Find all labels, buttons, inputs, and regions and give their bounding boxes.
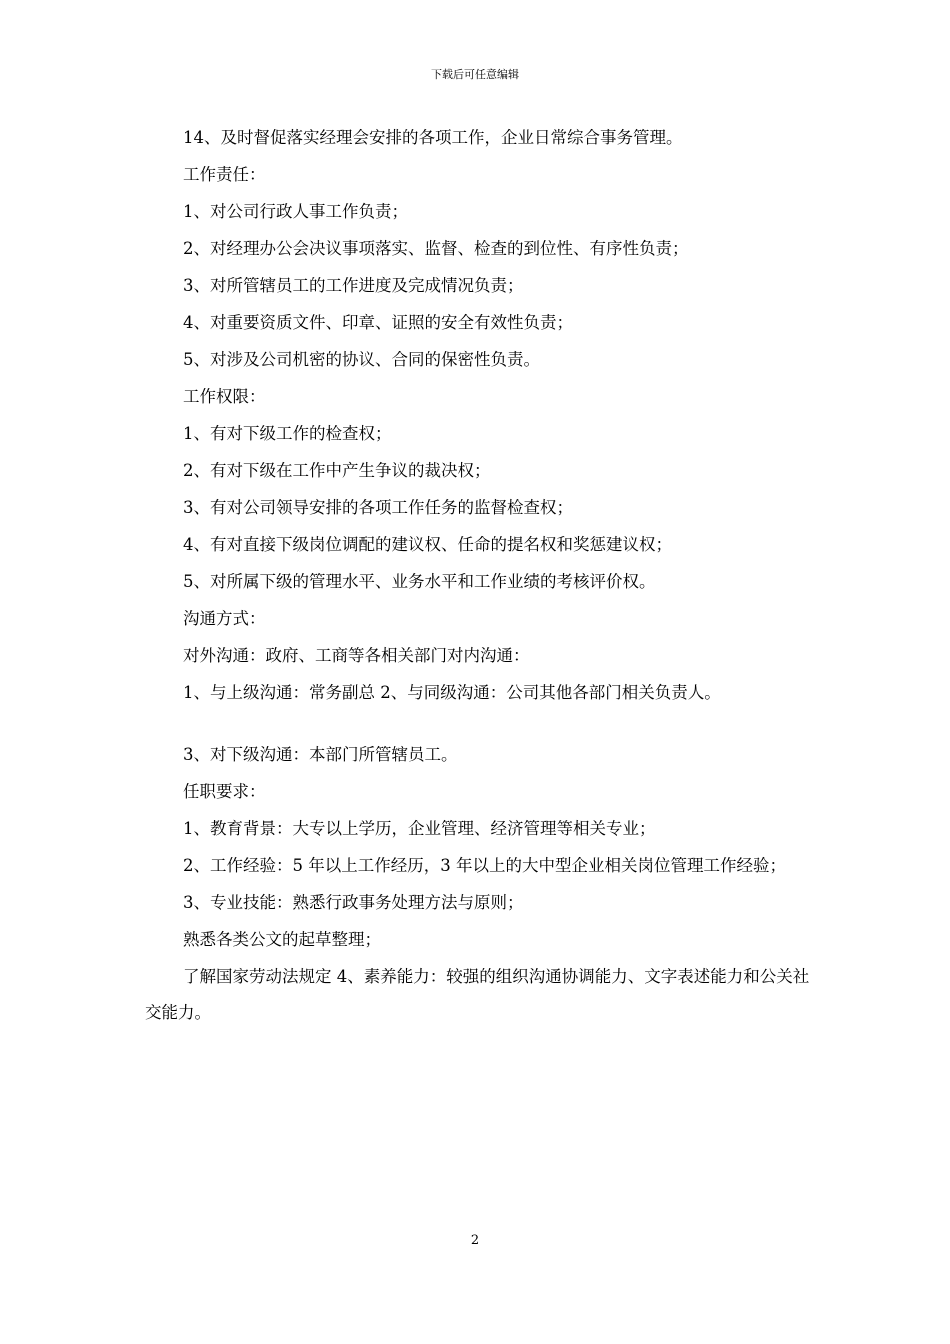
paragraph-line: 2、有对下级在工作中产生争议的裁决权； — [183, 461, 491, 480]
section-heading-requirements: 任职要求： — [183, 782, 266, 801]
page-number: 2 — [470, 1233, 480, 1248]
paragraph-line: 3、对下级沟通：本部门所管辖员工。 — [183, 745, 458, 764]
paragraph-line: 3、有对公司领导安排的各项工作任务的监督检查权； — [183, 498, 573, 517]
section-heading-authority: 工作权限： — [183, 387, 266, 406]
paragraph-line: 熟悉各类公文的起草整理； — [183, 930, 381, 949]
paragraph-line: 5、对涉及公司机密的协议、合同的保密性负责。 — [183, 350, 540, 369]
paragraph-line: 5、对所属下级的管理水平、业务水平和工作业绩的考核评价权。 — [183, 572, 656, 591]
document-body — [145, 126, 810, 1038]
paragraph-line: 4、有对直接下级岗位调配的建议权、任命的提名权和奖惩建议权； — [183, 535, 672, 554]
section-heading-responsibilities: 工作责任： — [183, 165, 266, 184]
paragraph-line: 对外沟通：政府、工商等各相关部门对内沟通： — [183, 646, 530, 665]
paragraph-line: 1、有对下级工作的检查权； — [183, 424, 392, 443]
paragraph-line: 2、对经理办公会决议事项落实、监督、检查的到位性、有序性负责； — [183, 239, 689, 258]
paragraph-line: 4、对重要资质文件、印章、证照的安全有效性负责； — [183, 313, 573, 332]
page-header-note: 下载后可任意编辑 — [431, 68, 519, 81]
paragraph-line: 3、对所管辖员工的工作进度及完成情况负责； — [183, 276, 524, 295]
paragraph-line: 1、对公司行政人事工作负责； — [183, 202, 408, 221]
paragraph-line: 3、专业技能：熟悉行政事务处理方法与原则； — [183, 893, 524, 912]
section-heading-communication: 沟通方式： — [183, 609, 266, 628]
paragraph-line: 1、与上级沟通：常务副总 2、与同级沟通：公司其他各部门相关负责人。 — [183, 683, 721, 702]
paragraph-line: 1、教育背景：大专以上学历，企业管理、经济管理等相关专业； — [183, 819, 656, 838]
paragraph-line: 14、及时督促落实经理会安排的各项工作，企业日常综合事务管理。 — [183, 128, 683, 147]
paragraph-wrapped: 了解国家劳动法规定 4、素养能力：较强的组织沟通协调能力、文字表述能力和公关社交能力。 — [145, 967, 810, 1022]
paragraph-wrapped: 2、工作经验：5 年以上工作经历，3 年以上的大中型企业相关岗位管理工作经验； — [183, 856, 786, 875]
